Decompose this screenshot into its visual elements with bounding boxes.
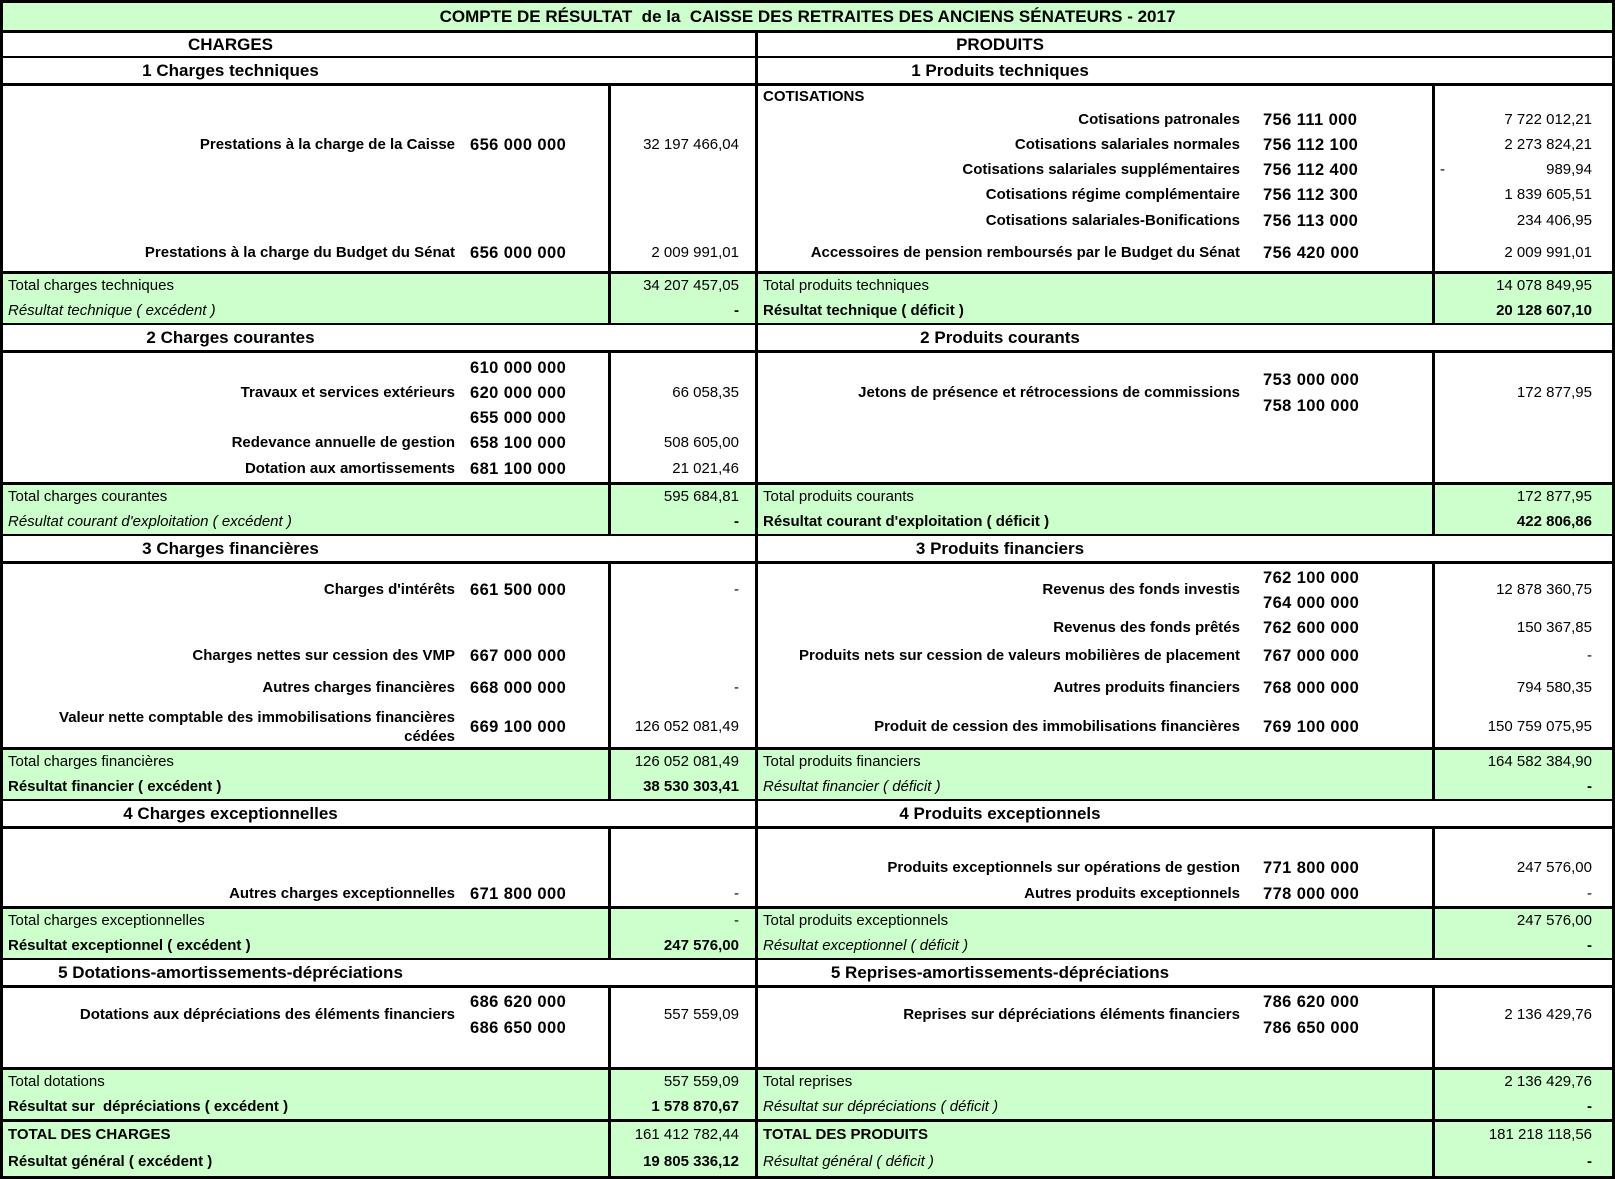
result-amount: 20 128 607,10 [1496, 302, 1592, 319]
row-label: Autres produits financiers [1053, 679, 1240, 696]
row-label: Dotation aux amortissements [244, 460, 455, 477]
result-amount: 38 530 303,41 [643, 778, 739, 795]
table-row [758, 241, 1612, 265]
table-row [758, 108, 1612, 132]
group-label-cotisations: COTISATIONS [763, 88, 865, 105]
account-code: 610 000 000 [470, 359, 567, 377]
amount: 508 605,00 [663, 434, 739, 451]
section-4-body [3, 829, 1612, 906]
total-label: Total produits exceptionnels [763, 912, 949, 929]
account-code: 758 100 000 [1263, 397, 1360, 415]
table-row [3, 241, 755, 265]
amount: 234 406,95 [1516, 212, 1592, 229]
row-label: cédées [404, 728, 455, 745]
account-code: 686 650 000 [470, 1019, 567, 1037]
row-label: Produits nets sur cession de valeurs mobilières de placement [799, 647, 1240, 664]
section-3-body [3, 564, 1612, 747]
account-code: 667 000 000 [470, 647, 567, 665]
table-row [3, 882, 755, 906]
section-1-result-row [3, 298, 1612, 323]
account-code: 681 100 000 [470, 460, 567, 478]
row-label: Reprises sur dépréciations éléments financiers [903, 1006, 1240, 1023]
account-code: 656 000 000 [470, 136, 567, 154]
amount: 247 576,00 [1516, 859, 1592, 876]
row-label: Autres charges exceptionnelles [229, 885, 455, 902]
account-code: 778 000 000 [1263, 885, 1360, 903]
result-label: Résultat exceptionnel ( excédent ) [8, 937, 251, 954]
section-2-result-row [3, 509, 1612, 534]
account-code: 768 000 000 [1263, 679, 1360, 697]
row-label: Autres charges financières [262, 679, 455, 696]
account-code: 668 000 000 [470, 679, 567, 697]
amount: 7 722 012,21 [1504, 111, 1592, 128]
table-row [3, 644, 755, 668]
table-row [758, 1016, 1612, 1040]
section-4-result-row [3, 933, 1612, 958]
table-row [758, 183, 1612, 207]
row-label: Redevance annuelle de gestion [231, 434, 455, 451]
produits-column [758, 33, 1612, 56]
column-header-produits: PRODUITS [956, 35, 1044, 54]
account-code: 756 420 000 [1263, 244, 1360, 262]
grand-total-label: TOTAL DES CHARGES [8, 1126, 171, 1143]
total-label: Total dotations [8, 1073, 105, 1090]
account-code: 786 620 000 [1263, 993, 1360, 1011]
amount: - [734, 581, 739, 598]
section-1-body [3, 86, 1612, 271]
amount: 150 759 075,95 [1487, 718, 1592, 735]
section-header-charges-exceptionnelles: 4 Charges exceptionnelles [123, 804, 338, 823]
result-amount: 247 576,00 [663, 937, 739, 954]
section-5-total-row [3, 1067, 1612, 1094]
table-row [3, 133, 755, 157]
total-label: Total reprises [763, 1073, 853, 1090]
account-code: 786 650 000 [1263, 1019, 1360, 1037]
account-code: 620 000 000 [470, 384, 567, 402]
column-header-charges: CHARGES [187, 35, 273, 54]
total-amount: 172 877,95 [1516, 488, 1592, 505]
result-label: Résultat courant d'exploitation ( déficit ) [763, 513, 1050, 530]
account-code: 762 600 000 [1263, 619, 1360, 637]
row-label: Charges nettes sur cession des VMP [192, 647, 455, 664]
account-code: 764 000 000 [1263, 594, 1360, 612]
account-code: 756 113 000 [1263, 212, 1359, 230]
result-label: Résultat financier ( excédent ) [8, 778, 222, 795]
document-title: COMPTE DE RÉSULTAT de la CAISSE DES RETRAITES DES ANCIENS SÉNATEURS - 2017 [439, 7, 1176, 26]
charges-column [3, 33, 758, 56]
account-code: 658 100 000 [470, 434, 567, 452]
result-label: Résultat exceptionnel ( déficit ) [763, 937, 969, 954]
total-amount: 34 207 457,05 [643, 277, 739, 294]
table-row [3, 578, 755, 602]
section-4-total-row [3, 906, 1612, 933]
grand-total-amount: 181 218 118,56 [1488, 1126, 1592, 1143]
table-row [3, 356, 755, 380]
total-amount: - [734, 912, 739, 929]
section-5-header-row [3, 958, 1612, 988]
table-row [758, 209, 1612, 233]
account-code: 669 100 000 [470, 718, 567, 736]
title-row [3, 3, 1612, 30]
row-label: Valeur nette comptable des immobilisations financières [59, 709, 455, 726]
total-amount: 247 576,00 [1516, 912, 1592, 929]
grand-result-row [3, 1148, 1612, 1176]
account-code: 655 000 000 [470, 409, 567, 427]
total-amount: 126 052 081,49 [634, 753, 739, 770]
column-header-row [3, 30, 1612, 56]
grand-result-label: Résultat général ( excédent ) [8, 1153, 213, 1170]
total-label: Total charges courantes [8, 488, 168, 505]
section-1-total-row [3, 271, 1612, 298]
result-amount: - [734, 513, 739, 530]
table-row [3, 1016, 755, 1040]
table-row [758, 394, 1612, 418]
amount: 2 009 991,01 [1504, 244, 1592, 261]
total-amount: 164 582 384,90 [1487, 753, 1592, 770]
amount: 66 058,35 [672, 384, 739, 401]
amount: 150 367,85 [1516, 619, 1592, 636]
account-code: 756 112 100 [1263, 136, 1359, 154]
total-label: Total produits techniques [763, 277, 929, 294]
result-label: Résultat technique ( déficit ) [763, 302, 964, 319]
total-amount: 2 136 429,76 [1504, 1073, 1592, 1090]
result-amount: - [734, 302, 739, 319]
section-3-result-row [3, 774, 1612, 799]
row-label: Charges d'intérêts [323, 581, 455, 598]
account-code: 656 000 000 [470, 244, 567, 262]
section-header-dotations: 5 Dotations-amortissements-dépréciations [58, 963, 403, 982]
result-amount: - [1587, 778, 1592, 795]
section-3-header-row [3, 534, 1612, 564]
table-row [758, 644, 1612, 668]
amount: 21 021,46 [672, 460, 739, 477]
row-label: Cotisations patronales [1078, 111, 1240, 128]
account-code: 767 000 000 [1263, 647, 1360, 665]
result-amount: 422 806,86 [1516, 513, 1592, 530]
total-label: Total charges techniques [8, 277, 174, 294]
result-label: Résultat financier ( déficit ) [763, 778, 941, 795]
amount: 794 580,35 [1516, 679, 1592, 696]
table-row [758, 86, 1612, 108]
amount: 32 197 466,04 [643, 136, 739, 153]
result-label: Résultat sur dépréciations ( déficit ) [763, 1098, 999, 1115]
amount: 557 559,09 [663, 1006, 739, 1023]
amount: - [734, 679, 739, 696]
row-label: Jetons de présence et rétrocessions de commissions [858, 384, 1240, 401]
row-label: Revenus des fonds investis [1042, 581, 1240, 598]
row-label: Prestations à la charge du Budget du Sénat [144, 244, 455, 261]
section-header-produits-exceptionnels: 4 Produits exceptionnels [899, 804, 1101, 823]
result-amount: - [1587, 937, 1592, 954]
amount: 172 877,95 [1516, 384, 1592, 401]
section-header-charges-financieres: 3 Charges financières [142, 539, 319, 558]
grand-total-amount: 161 412 782,44 [634, 1126, 739, 1143]
account-code: 756 112 400 [1263, 161, 1359, 179]
row-label: Autres produits exceptionnels [1024, 885, 1240, 902]
section-3-total-row [3, 747, 1612, 774]
table-row [3, 715, 755, 739]
amount: - [1587, 885, 1592, 902]
amount: - [734, 885, 739, 902]
row-label: Produit de cession des immobilisations financières [874, 718, 1240, 735]
section-header-reprises: 5 Reprises-amortissements-dépréciations [830, 963, 1170, 982]
amount: 126 052 081,49 [634, 718, 739, 735]
account-code: 769 100 000 [1263, 718, 1360, 736]
section-header-charges-techniques: 1 Charges techniques [142, 61, 319, 80]
section-5-result-row [3, 1094, 1612, 1119]
grand-total-label: TOTAL DES PRODUITS [763, 1126, 929, 1143]
table-row [3, 406, 755, 430]
section-5-body [3, 988, 1612, 1067]
account-code: 756 111 000 [1263, 111, 1358, 129]
row-label: Cotisations salariales normales [1014, 136, 1240, 153]
account-code: 686 620 000 [470, 993, 567, 1011]
section-4-header-row [3, 799, 1612, 829]
section-1-header-row [3, 56, 1612, 86]
row-label: Produits exceptionnels sur opérations de gestion [887, 859, 1240, 876]
section-header-produits-techniques: 1 Produits techniques [911, 61, 1089, 80]
section-2-body [3, 353, 1612, 482]
total-amount: 557 559,09 [663, 1073, 739, 1090]
row-label: Dotations aux dépréciations des éléments financiers [79, 1006, 455, 1023]
table-row [758, 676, 1612, 700]
total-label: Total charges exceptionnelles [8, 912, 205, 929]
table-row [758, 715, 1612, 739]
total-amount: 595 684,81 [663, 488, 739, 505]
result-amount: 1 578 870,67 [651, 1098, 739, 1115]
table-row [3, 381, 755, 405]
total-label: Total charges financières [8, 753, 174, 770]
table-row [3, 431, 755, 455]
account-code: 671 800 000 [470, 885, 567, 903]
section-header-charges-courantes: 2 Charges courantes [146, 328, 315, 347]
grand-result-amount: - [1587, 1153, 1592, 1170]
table-row [3, 457, 755, 481]
section-2-total-row [3, 482, 1612, 509]
account-code: 762 100 000 [1263, 569, 1360, 587]
total-label: Total produits courants [763, 488, 914, 505]
negative-sign: - [1440, 161, 1445, 178]
table-row [758, 133, 1612, 157]
grand-result-amount: 19 805 336,12 [643, 1153, 739, 1170]
amount: 989,94 [1546, 161, 1592, 178]
table-row [3, 676, 755, 700]
row-label: Prestations à la charge de la Caisse [199, 136, 455, 153]
amount: 2 273 824,21 [1504, 136, 1592, 153]
row-label: Cotisations salariales-Bonifications [985, 212, 1240, 229]
table-row [758, 882, 1612, 906]
total-amount: 14 078 849,95 [1496, 277, 1592, 294]
account-code: 661 500 000 [470, 581, 567, 599]
result-amount: - [1587, 1098, 1592, 1115]
section-header-produits-financiers: 3 Produits financiers [915, 539, 1085, 558]
table-row [758, 158, 1612, 182]
table-row [758, 616, 1612, 640]
account-code: 756 112 300 [1263, 186, 1359, 204]
grand-result-label: Résultat général ( déficit ) [763, 1153, 934, 1170]
table-row [758, 856, 1612, 880]
row-label: Accessoires de pension remboursés par le Budget du Sénat [810, 244, 1240, 261]
account-code: 753 000 000 [1263, 371, 1360, 389]
row-label: Cotisations salariales supplémentaires [962, 161, 1240, 178]
total-label: Total produits financiers [763, 753, 921, 770]
result-label: Résultat sur dépréciations ( excédent ) [8, 1098, 289, 1115]
amount: 1 839 605,51 [1504, 186, 1592, 203]
account-code: 771 800 000 [1263, 859, 1360, 877]
grand-total-row [3, 1119, 1612, 1148]
amount: 2 009 991,01 [651, 244, 739, 261]
table-row [758, 591, 1612, 615]
result-label: Résultat courant d'exploitation ( excédent ) [8, 513, 292, 530]
result-label: Résultat technique ( excédent ) [8, 302, 216, 319]
section-header-produits-courants: 2 Produits courants [920, 328, 1080, 347]
amount: - [1587, 647, 1592, 664]
row-label: Cotisations régime complémentaire [985, 186, 1240, 203]
row-label: Travaux et services extérieurs [240, 384, 455, 401]
section-2-header-row [3, 323, 1612, 353]
row-label: Revenus des fonds prêtés [1053, 619, 1240, 636]
amount: 12 878 360,75 [1496, 581, 1592, 598]
amount: 2 136 429,76 [1504, 1006, 1592, 1023]
